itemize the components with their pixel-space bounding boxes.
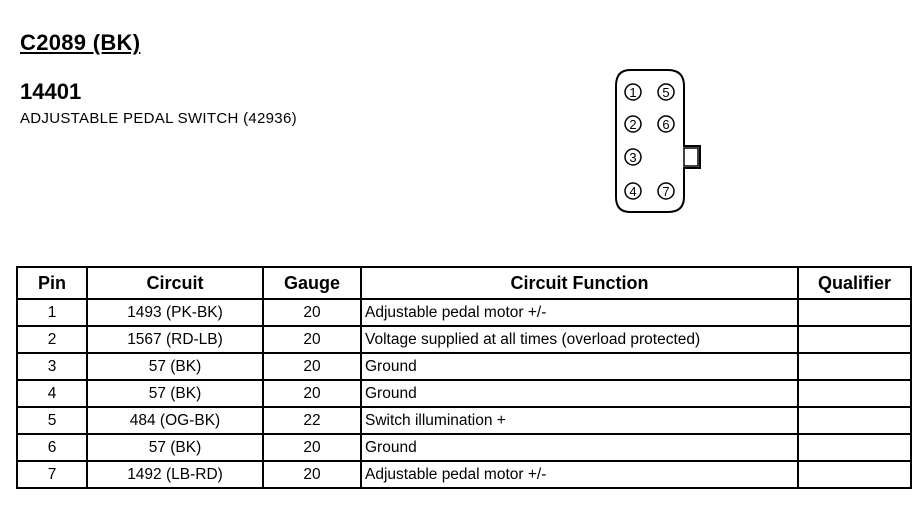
pin-number-6: 6: [662, 117, 670, 132]
cell-pin: 4: [17, 380, 87, 407]
cell-circuit: 57 (BK): [87, 434, 263, 461]
cell-circuit: 484 (OG-BK): [87, 407, 263, 434]
cell-qualifier: [798, 353, 911, 380]
cell-qualifier: [798, 461, 911, 488]
pin-number-4: 4: [629, 184, 637, 199]
cell-pin: 1: [17, 299, 87, 326]
cell-pin: 5: [17, 407, 87, 434]
table-row: [17, 353, 911, 380]
cell-pin: 7: [17, 461, 87, 488]
pin-number-1: 1: [629, 85, 637, 100]
cell-function: Switch illumination +: [361, 407, 798, 434]
cell-function: Adjustable pedal motor +/-: [361, 461, 798, 488]
table-row: [17, 407, 911, 434]
cell-circuit: 1567 (RD-LB): [87, 326, 263, 353]
part-number: 14401: [20, 79, 82, 104]
cell-function: Voltage supplied at all times (overload protected): [361, 326, 798, 353]
cell-pin: 6: [17, 434, 87, 461]
pin-number-2: 2: [629, 117, 637, 132]
cell-function: Adjustable pedal motor +/-: [361, 299, 798, 326]
cell-gauge: 20: [263, 380, 361, 407]
table-row: [17, 299, 911, 326]
connector-title: C2089 (BK): [20, 30, 141, 55]
cell-qualifier: [798, 407, 911, 434]
cell-function: Ground: [361, 353, 798, 380]
header-pin: Pin: [17, 267, 87, 299]
cell-circuit: 57 (BK): [87, 380, 263, 407]
header-circuit: Circuit: [87, 267, 263, 299]
cell-qualifier: [798, 380, 911, 407]
table-row: [17, 461, 911, 488]
cell-gauge: 20: [263, 299, 361, 326]
header-qualifier: Qualifier: [798, 267, 911, 299]
cell-function: Ground: [361, 380, 798, 407]
cell-function: Ground: [361, 434, 798, 461]
cell-pin: 2: [17, 326, 87, 353]
cell-pin: 3: [17, 353, 87, 380]
cell-gauge: 22: [263, 407, 361, 434]
header-circuit-function: Circuit Function: [361, 267, 798, 299]
table-row: [17, 380, 911, 407]
table-row: [17, 326, 911, 353]
table-header-row: [17, 267, 911, 299]
cell-gauge: 20: [263, 353, 361, 380]
header-gauge: Gauge: [263, 267, 361, 299]
pinout-table: [16, 266, 912, 489]
cell-circuit: 1492 (LB-RD): [87, 461, 263, 488]
cell-circuit: 57 (BK): [87, 353, 263, 380]
cell-circuit: 1493 (PK-BK): [87, 299, 263, 326]
cell-gauge: 20: [263, 434, 361, 461]
cell-gauge: 20: [263, 326, 361, 353]
pin-number-5: 5: [662, 85, 670, 100]
part-description: ADJUSTABLE PEDAL SWITCH (42936): [20, 110, 297, 127]
pin-number-3: 3: [629, 150, 637, 165]
cell-qualifier: [798, 299, 911, 326]
connector-face-diagram: [606, 66, 716, 218]
cell-gauge: 20: [263, 461, 361, 488]
cell-qualifier: [798, 434, 911, 461]
table-row: [17, 434, 911, 461]
cell-qualifier: [798, 326, 911, 353]
pin-number-7: 7: [662, 184, 670, 199]
